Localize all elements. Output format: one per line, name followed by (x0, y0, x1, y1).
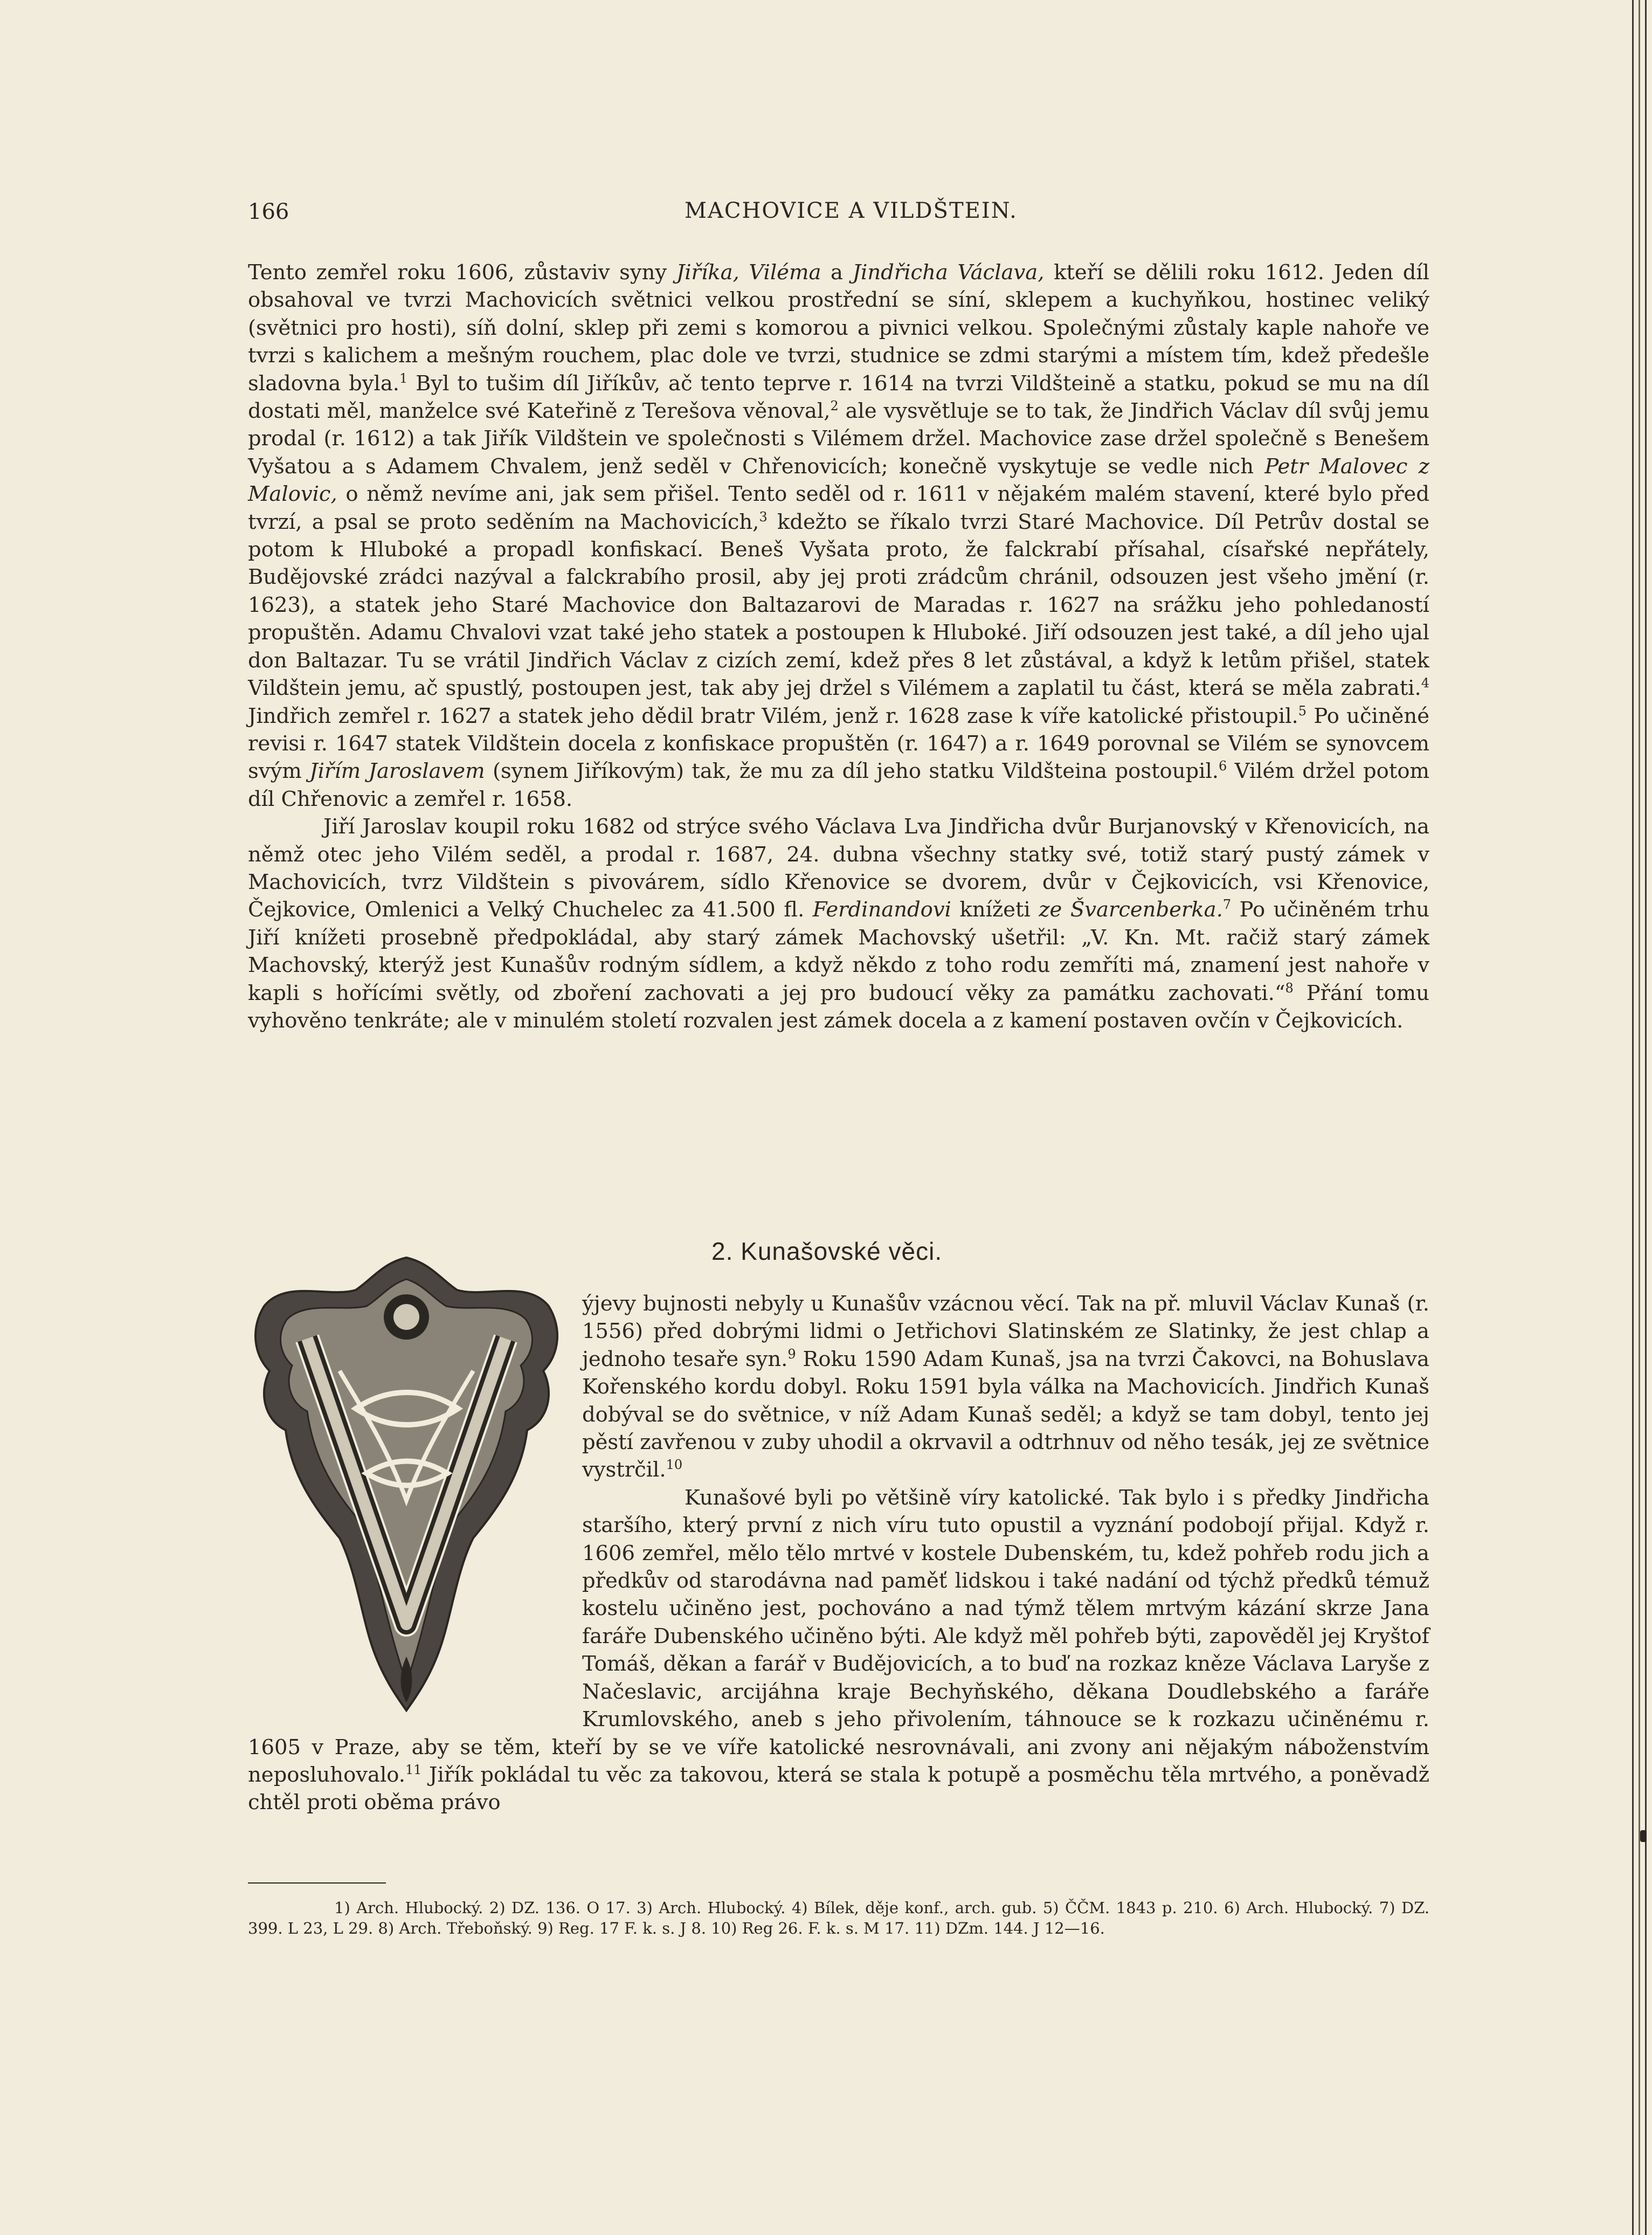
footnote: 3) Arch. Hlubocký. (637, 1899, 786, 1917)
margin-mark (1640, 1830, 1647, 1842)
section-title: 2. Kunašovské věci. (711, 1237, 943, 1265)
footnote: 5) ČČM. 1843 p. 210. (1042, 1899, 1218, 1917)
paragraph-2: Jiří Jaroslav koupil roku 1682 od strýce svého Václava Lva Jindřicha dvůr Burjanovský v Křenovicích, na němž otec jeho Vilém seděl, a prodal r. 1687, 24. dubna všechny statky své, totiž starý pustý zámek v Machovicích, tvrz Vildštein s pivovárem, sídlo Křenovice se dvorem, dvůr v Čejkovicích, vsi Křenovice, Čejkovice, Omlenici a Velký Chuchelec za 41.500 fl. Ferdinandovi knížeti ze Švarcenberka.$^7$ Po učiněném trhu Jiří knížeti prosebně předpokládal, aby starý zámek Machovský ušetřil: „V. Kn. Mt. račiž starý zámek Machovský, kterýž jest Kunašův rodným sídlem, a když někdo z toho rodu zemříti má, znamení jest nahoře v kapli s hořícími světly, od zboření zachovati a jej pro budoucí věky za památku zachovati.“$^8$ Přání tomu vyhověno tenkráte; ale v minulém století rozvalen jest zámek docela a z kamení postaven ovčín v Čejkovicích. (248, 815, 1429, 1033)
footnote: 4) Bílek, děje konf., arch. gub. (791, 1899, 1037, 1917)
footnote: 7) DZ. 399. L 23, L 29. (248, 1899, 1430, 1937)
paragraph-1: Tento zemřel roku 1606, zůstaviv syny Jiříka, Viléma a Jindřicha Václava, kteří se dělili roku 1612. Jeden díl obsahoval ve tvrzi Machovicích světnici velkou prostřední se síní, sklepem a kuchyňkou, hostinec veliký (světnici pro hosti), síň dolní, sklep při zemi s komorou a pivnici velkou. Společnými zůstaly kaple nahoře ve tvrzi s kalichem a mešným rouchem, plac dole ve tvrzi, studnice se zdmi starými a místem tím, kdež předešle sladovna byla.$^1$ Byl to tušim díl Jiříkův, ač tento teprve r. 1614 na tvrzi Vildšteině a statku, pokud se mu na díl dostati měl, manželce své Kateřině z Terešova věnoval,$^2$ ale vysvětluje se to tak, že Jindřich Václav díl svůj jemu prodal (r. 1612) a tak Jiřík Vildštein ve společnosti s Vilémem držel. Machovice zase držel společně s Benešem Vyšatou a s Adamem Chvalem, jenž seděl v Chřenovicích; konečně vyskytuje se vedle nich Petr Malovec z Malovic, o němž nevíme ani, jak sem přišel. Tento seděl od r. 1611 v nějakém malém stavení, které bylo před tvrzí, a psal se proto seděním na Machovicích,$^3$ kdežto se říkalo tvrzi Staré Machovice. Díl Petrův dostal se potom k Hluboké a propadl konfiskací. Beneš Vyšata proto, že falckrabí přísahal, císařské nepřátely, Budějovské zrádci nazýval a falckrabího prosil, aby jej proti zrádcům chránil, odsouzen jest všeho jmění (r. 1623), a statek jeho Staré Machovice don Baltazarovi de Maradas r. 1627 na srážku jeho pohledaností propuštěn. Adamu Chvalovi vzat také jeho statek a postoupen k Hluboké. Jiří odsouzen jest také, a díl jeho ujal don Baltazar. Tu se vrátil Jindřich Václav z cizích zemí, kdež přes 8 let zůstával, a když k letům přišel, statek Vildštein jemu, ač spustlý, postoupen jest, tak aby jej držel s Vilémem a zaplatil tu část, která se měla zabrati.$^4$ Jindřich zemřel r. 1627 a statek jeho dědil bratr Vilém, jenž r. 1628 zase k víře katolické přistoupil.$^5$ Po učiněné revisi r. 1647 statek Vildštein docela z konfiskace propuštěn (r. 1647) a r. 1649 porovnal se Vilém se synovcem svým Jiřím Jaroslavem (synem Jiříkovým) tak, že mu za díl jeho statku Vildšteina postoupil.$^6$ Vilém držel potom díl Chřenovic a zemřel r. 1658. (248, 260, 1430, 811)
footnote: 10) Reg 26. F. k. s. M 17. (711, 1919, 910, 1937)
footnote: 6) Arch. Hlubocký. (1224, 1899, 1373, 1917)
section-text (248, 1290, 1429, 1817)
paragraph-3: ýjevy bujnosti nebyly u Kunašův vzácnou věcí. Tak na př. mluvil Václav Kunaš (r. 1556) před dobrými lidmi o Jetřichovi Slatinském ze Slatinky, že jest chlap a jednoho tesaře syn.$^9$ Roku 1590 Adam Kunaš, jsa na tvrzi Čakovci, na Bohuslava Kořenského kordu dobyl. Roku 1591 byla válka na Machovicích. Jindřich Kunaš dobýval se do světnice, v níž Adam Kunaš seděl; a když se tam dobyl, tento jej pěstí zavřenou v zuby uhodil a okrvavil a odtrhnuv od něho tesák, jej ze světnice vystrčil.$^{10}$ (582, 1292, 1429, 1482)
book-edge (1645, 0, 1647, 2235)
footnote: 1) Arch. Hlubocký. (334, 1899, 483, 1917)
footnote: 11) DZm. 144. J 12—16. (914, 1919, 1105, 1937)
footnote: 8) Arch. Třeboňský. (378, 1919, 533, 1937)
footnote-rule (248, 1882, 386, 1884)
main-text (248, 259, 1429, 1034)
page-number: 166 (248, 199, 289, 224)
footnotes (248, 1898, 1429, 1939)
running-title: MACHOVICE A VILDŠTEIN. (685, 198, 1018, 223)
ornamental-initial-v (248, 1247, 565, 1716)
book-edge (1639, 0, 1640, 2235)
footnote: 9) Reg. 17 F. k. s. J 8. (537, 1919, 707, 1937)
book-edge (1632, 0, 1634, 2235)
footnote: 2) DZ. 136. O 17. (489, 1899, 631, 1917)
paragraph-4: Kunašové byli po většině víry katolické. Tak bylo i s předky Jindřicha staršího, který první z nich víru tuto opustil a vyznání podobojí přijal. Když r. 1606 zemřel, mělo tělo mrtvé v kostele Dubenském, tu, kdež pohřeb rodu jich a předkův od starodávna nad paměť lidskou i také nadání od týchž předků témuž kostelu učiněno jest, pochováno a nad týmž tělem mrtvým kázání skrze Jana faráře Dubenského učiněno býti. Ale když měl pohřeb býti, zapověděl jej Kryštof Tomáš, děkan a farář v Budějovicích, a to buď na rozkaz kněze Václava Laryše z Načeslavic, arcijáhna kraje Bechyňského, děkana Doudlebského a faráře Krumlovského, aneb s jeho přivolením, táhnouce se k rozkazu učiněnému r. 1605 v Praze, aby se těm, kteří by se ve víře katolické nesrovnávali, ani zvony ani nějakým náboženstvím neposluhovalo.$^{11}$ Jiřík pokládal tu věc za takovou, která se stala k potupě a posměchu těla mrtvého, a poněvadž chtěl proti oběma právo (248, 1485, 1429, 1815)
